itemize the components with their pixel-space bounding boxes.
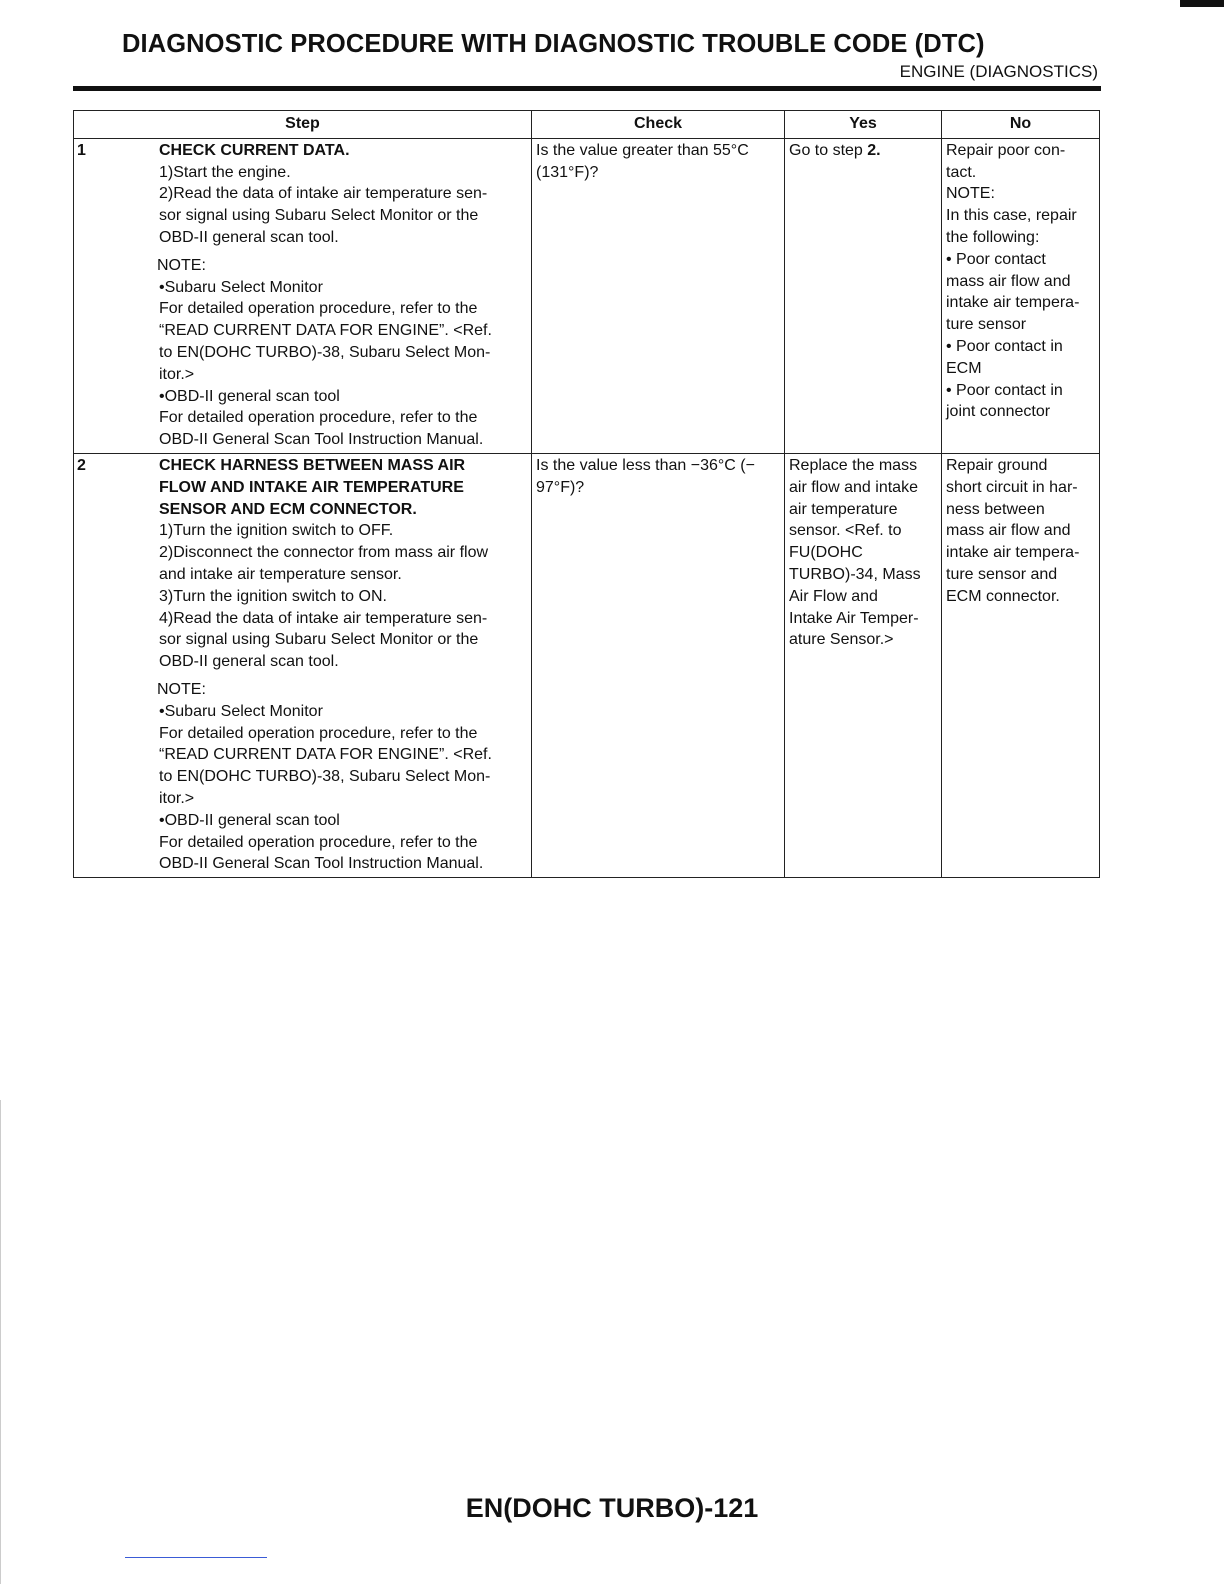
step-number: 2 — [77, 456, 86, 474]
no-line: In this case, repair — [946, 207, 1077, 225]
note-line: For detailed operation procedure, refer to the — [159, 724, 478, 742]
no-line: ness between — [946, 500, 1045, 518]
no-cell — [942, 138, 1100, 453]
note-line: “READ CURRENT DATA FOR ENGINE”. <Ref. — [159, 322, 492, 340]
no-line: tact. — [946, 163, 977, 181]
step-line: 2)Disconnect the connector from mass air flow — [159, 544, 489, 562]
step-line: 3)Turn the ignition switch to ON. — [159, 587, 387, 605]
column-header-yes: Yes — [785, 111, 942, 139]
note-line: For detailed operation procedure, refer to the — [159, 300, 478, 318]
no-cell — [942, 453, 1100, 877]
page-title: DIAGNOSTIC PROCEDURE WITH DIAGNOSTIC TROUBLE CODE (DTC) — [122, 30, 985, 58]
step-line: and intake air temperature sensor. — [159, 565, 402, 583]
yes-line: Intake Air Temper- — [789, 609, 919, 627]
no-line: ture sensor — [946, 316, 1027, 334]
step-line: 4)Read the data of intake air temperature sen- — [159, 609, 488, 627]
yes-line: Replace the mass — [789, 456, 918, 474]
column-header-step: Step — [74, 111, 532, 139]
page-subtitle: ENGINE (DIAGNOSTICS) — [899, 62, 1098, 81]
step-title: CHECK HARNESS BETWEEN MASS AIR — [159, 456, 466, 474]
no-line: • Poor contact in — [946, 337, 1063, 355]
yes-line: ature Sensor.> — [789, 631, 894, 649]
step-line: OBD-II general scan tool. — [159, 653, 339, 671]
no-line: mass air flow and — [946, 522, 1071, 540]
yes-cell — [785, 138, 942, 453]
yes-text: Go to step — [789, 141, 868, 159]
footer-underline — [125, 1557, 267, 1558]
yes-cell — [785, 453, 942, 877]
no-line: ture sensor and — [946, 565, 1058, 583]
step-line: 1)Turn the ignition switch to OFF. — [159, 522, 394, 540]
no-line: ECM — [946, 359, 982, 377]
step-cell — [74, 453, 532, 877]
table-row-step-1 — [74, 138, 1100, 453]
step-title: CHECK CURRENT DATA. — [159, 141, 350, 159]
step-title: FLOW AND INTAKE AIR TEMPERATURE — [159, 478, 464, 496]
note-line: itor.> — [159, 365, 195, 383]
check-line: (131°F)? — [536, 163, 599, 181]
no-line: Repair poor con- — [946, 141, 1066, 159]
step-cell — [74, 138, 532, 453]
note-line: •Subaru Select Monitor — [159, 278, 323, 296]
step-body — [159, 455, 527, 875]
no-line: • Poor contact in — [946, 381, 1063, 399]
yes-line: air temperature — [789, 500, 898, 518]
yes-line: sensor. <Ref. to — [789, 522, 902, 540]
step-body — [159, 140, 527, 451]
table-row-step-2 — [74, 453, 1100, 877]
no-line: ECM connector. — [946, 587, 1060, 605]
note-label: NOTE: — [157, 680, 206, 698]
no-line: NOTE: — [946, 185, 995, 203]
step-number: 1 — [77, 141, 86, 159]
note-line: to EN(DOHC TURBO)-38, Subaru Select Mon- — [159, 768, 491, 786]
title-rule — [73, 86, 1101, 91]
note-line: •OBD-II general scan tool — [159, 811, 340, 829]
note-line: For detailed operation procedure, refer to the — [159, 833, 478, 851]
no-line: intake air tempera- — [946, 544, 1080, 562]
column-header-no: No — [942, 111, 1100, 139]
step-line: sor signal using Subaru Select Monitor or the — [159, 207, 479, 225]
note-line: OBD-II General Scan Tool Instruction Manual. — [159, 855, 484, 873]
step-line: OBD-II general scan tool. — [159, 228, 339, 246]
diagnostic-table — [73, 110, 1100, 878]
step-line: sor signal using Subaru Select Monitor or the — [159, 631, 479, 649]
check-line: Is the value less than −36°C (− — [536, 456, 755, 474]
no-line: intake air tempera- — [946, 294, 1080, 312]
yes-line: FU(DOHC — [789, 544, 863, 562]
note-line: OBD-II General Scan Tool Instruction Manual. — [159, 431, 484, 449]
check-cell — [532, 453, 785, 877]
check-line: 97°F)? — [536, 478, 585, 496]
step-title: SENSOR AND ECM CONNECTOR. — [159, 500, 417, 518]
table-header-row — [74, 111, 1100, 139]
no-line: the following: — [946, 228, 1040, 246]
yes-line: Air Flow and — [789, 587, 878, 605]
no-line: joint connector — [946, 403, 1051, 421]
page-number: EN(DOHC TURBO)-121 — [465, 1493, 759, 1523]
note-line: For detailed operation procedure, refer to the — [159, 409, 478, 427]
no-line: mass air flow and — [946, 272, 1071, 290]
note-line: •OBD-II general scan tool — [159, 387, 340, 405]
no-line: short circuit in har- — [946, 478, 1078, 496]
no-line: • Poor contact — [946, 250, 1046, 268]
yes-step-ref: 2. — [867, 141, 881, 159]
note-line: “READ CURRENT DATA FOR ENGINE”. <Ref. — [159, 746, 492, 764]
step-line: 1)Start the engine. — [159, 163, 291, 181]
step-line: 2)Read the data of intake air temperature sen- — [159, 185, 488, 203]
note-label: NOTE: — [157, 256, 206, 274]
column-header-check: Check — [532, 111, 785, 139]
note-line: to EN(DOHC TURBO)-38, Subaru Select Mon- — [159, 343, 491, 361]
yes-line: TURBO)-34, Mass — [789, 565, 921, 583]
corner-registration-mark — [1180, 0, 1224, 7]
note-line: itor.> — [159, 789, 195, 807]
yes-line: air flow and intake — [789, 478, 918, 496]
check-cell — [532, 138, 785, 453]
no-line: Repair ground — [946, 456, 1048, 474]
note-line: •Subaru Select Monitor — [159, 702, 323, 720]
check-line: Is the value greater than 55°C — [536, 141, 749, 159]
